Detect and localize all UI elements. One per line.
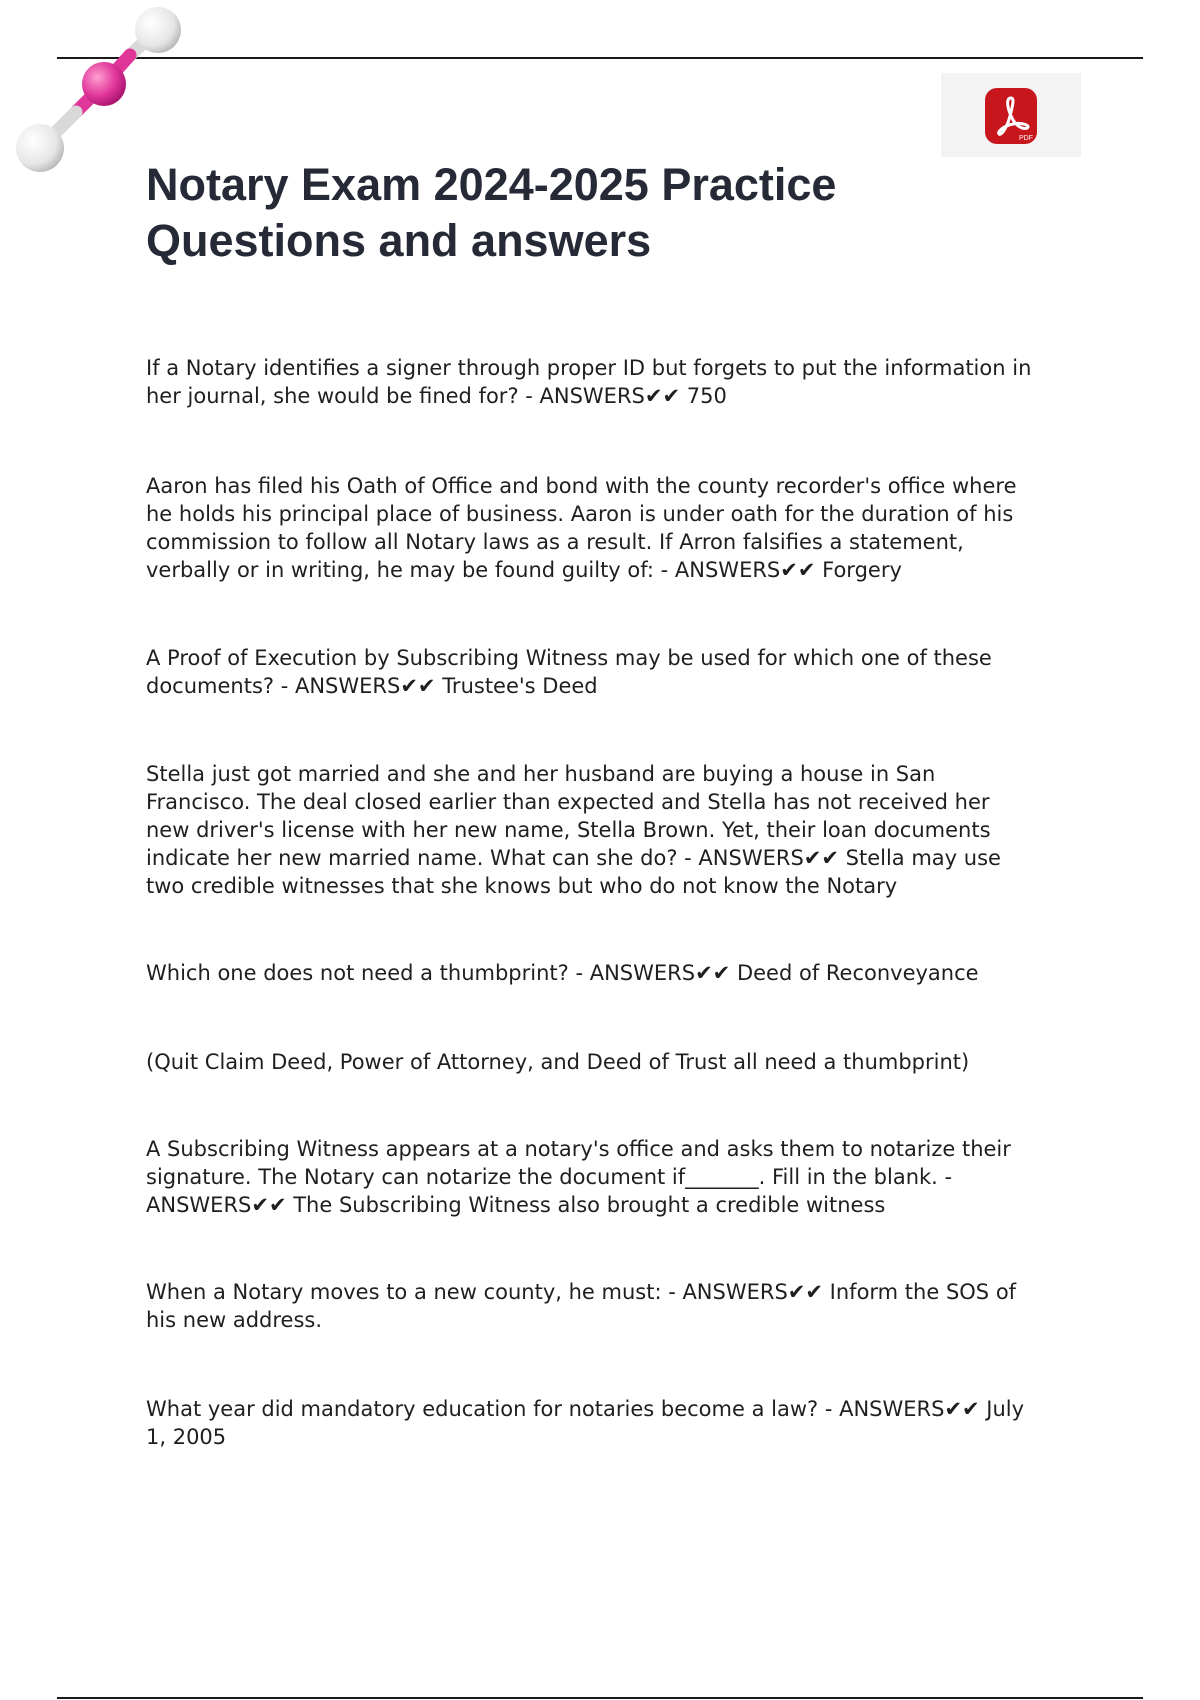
qa-item-8: When a Notary moves to a new county, he must: - ANSWERS✔✔ Inform the SOS of his new address. [146, 1280, 1017, 1332]
document-title: Notary Exam 2024-2025 Practice Questions and answers [146, 159, 837, 266]
qa-item-7: A Subscribing Witness appears at a notary's office and asks them to notarize their signature. The Notary can notarize the document if_______. Fill in the blank. - ANSWERS✔✔ The Subscribing Witness also brought a credible witness [146, 1137, 1011, 1217]
pdf-badge [941, 73, 1081, 157]
bottom-divider [57, 1697, 1143, 1699]
pdf-file-icon [983, 86, 1039, 146]
qa-item-2: Aaron has filed his Oath of Office and bond with the county recorder's office where he holds his principal place of business. Aaron is under oath for the duration of his commission to follow all Notary laws as a result. If Arron falsifies a statement, verbally or in writing, he may be found guilty of: - ANSWERS✔✔ Forgery [146, 474, 1017, 582]
qa-item-4: Stella just got married and she and her husband are buying a house in San Francisco. The deal closed earlier than expected and Stella has not received her new driver's license with her new name, Stella Brown. Yet, their loan documents indicate her new married name. What can she do? - ANSWERS✔✔ Stella may use two credible witnesses that she knows but who do not know the Notary [146, 762, 1001, 898]
svg-text:PDF: PDF [1019, 135, 1033, 142]
qa-item-3: A Proof of Execution by Subscribing Witness may be used for which one of these documents? - ANSWERS✔✔ Trustee's Deed [146, 646, 992, 698]
qa-item-6: (Quit Claim Deed, Power of Attorney, and Deed of Trust all need a thumbprint) [146, 1050, 970, 1074]
qa-item-9: What year did mandatory education for notaries become a law? - ANSWERS✔✔ July 1, 2005 [146, 1397, 1025, 1449]
top-divider [57, 57, 1143, 59]
qa-item-5: Which one does not need a thumbprint? - ANSWERS✔✔ Deed of Reconveyance [146, 961, 979, 985]
qa-item-1: If a Notary identifies a signer through proper ID but forgets to put the information in her journal, she would be fined for? - ANSWERS✔✔ 750 [146, 356, 1032, 408]
